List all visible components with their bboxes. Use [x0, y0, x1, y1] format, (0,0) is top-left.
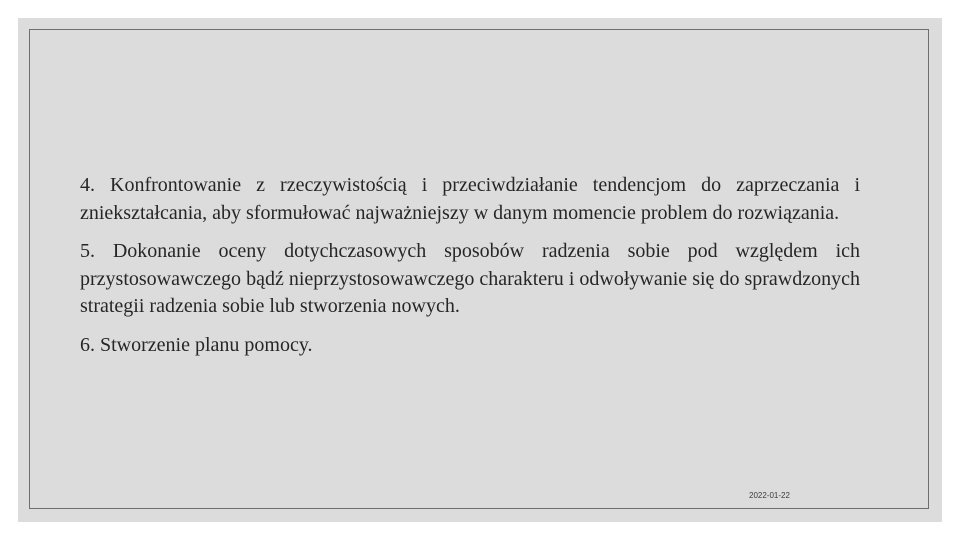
slide-body [80, 172, 860, 370]
slide-date: 2022-01-22 [749, 491, 790, 500]
paragraph-step-5: 5. Dokonanie oceny dotychczasowych sposobów radzenia sobie pod względem ich przystosowawczego bądź nieprzystosowawczego charakteru i odwoływanie się do sprawdzonych strategii radzenia sobie lub stworzenia nowych. [80, 240, 860, 317]
slide [18, 18, 942, 522]
paragraph-step-4: 4. Konfrontowanie z rzeczywistością i przeciwdziałanie tendencjom do zaprzeczania i zniekształcania, aby sformułować najważniejszy w danym momencie problem do rozwiązania. [80, 174, 860, 224]
paragraph-step-6: 6. Stworzenie planu pomocy. [80, 333, 313, 356]
